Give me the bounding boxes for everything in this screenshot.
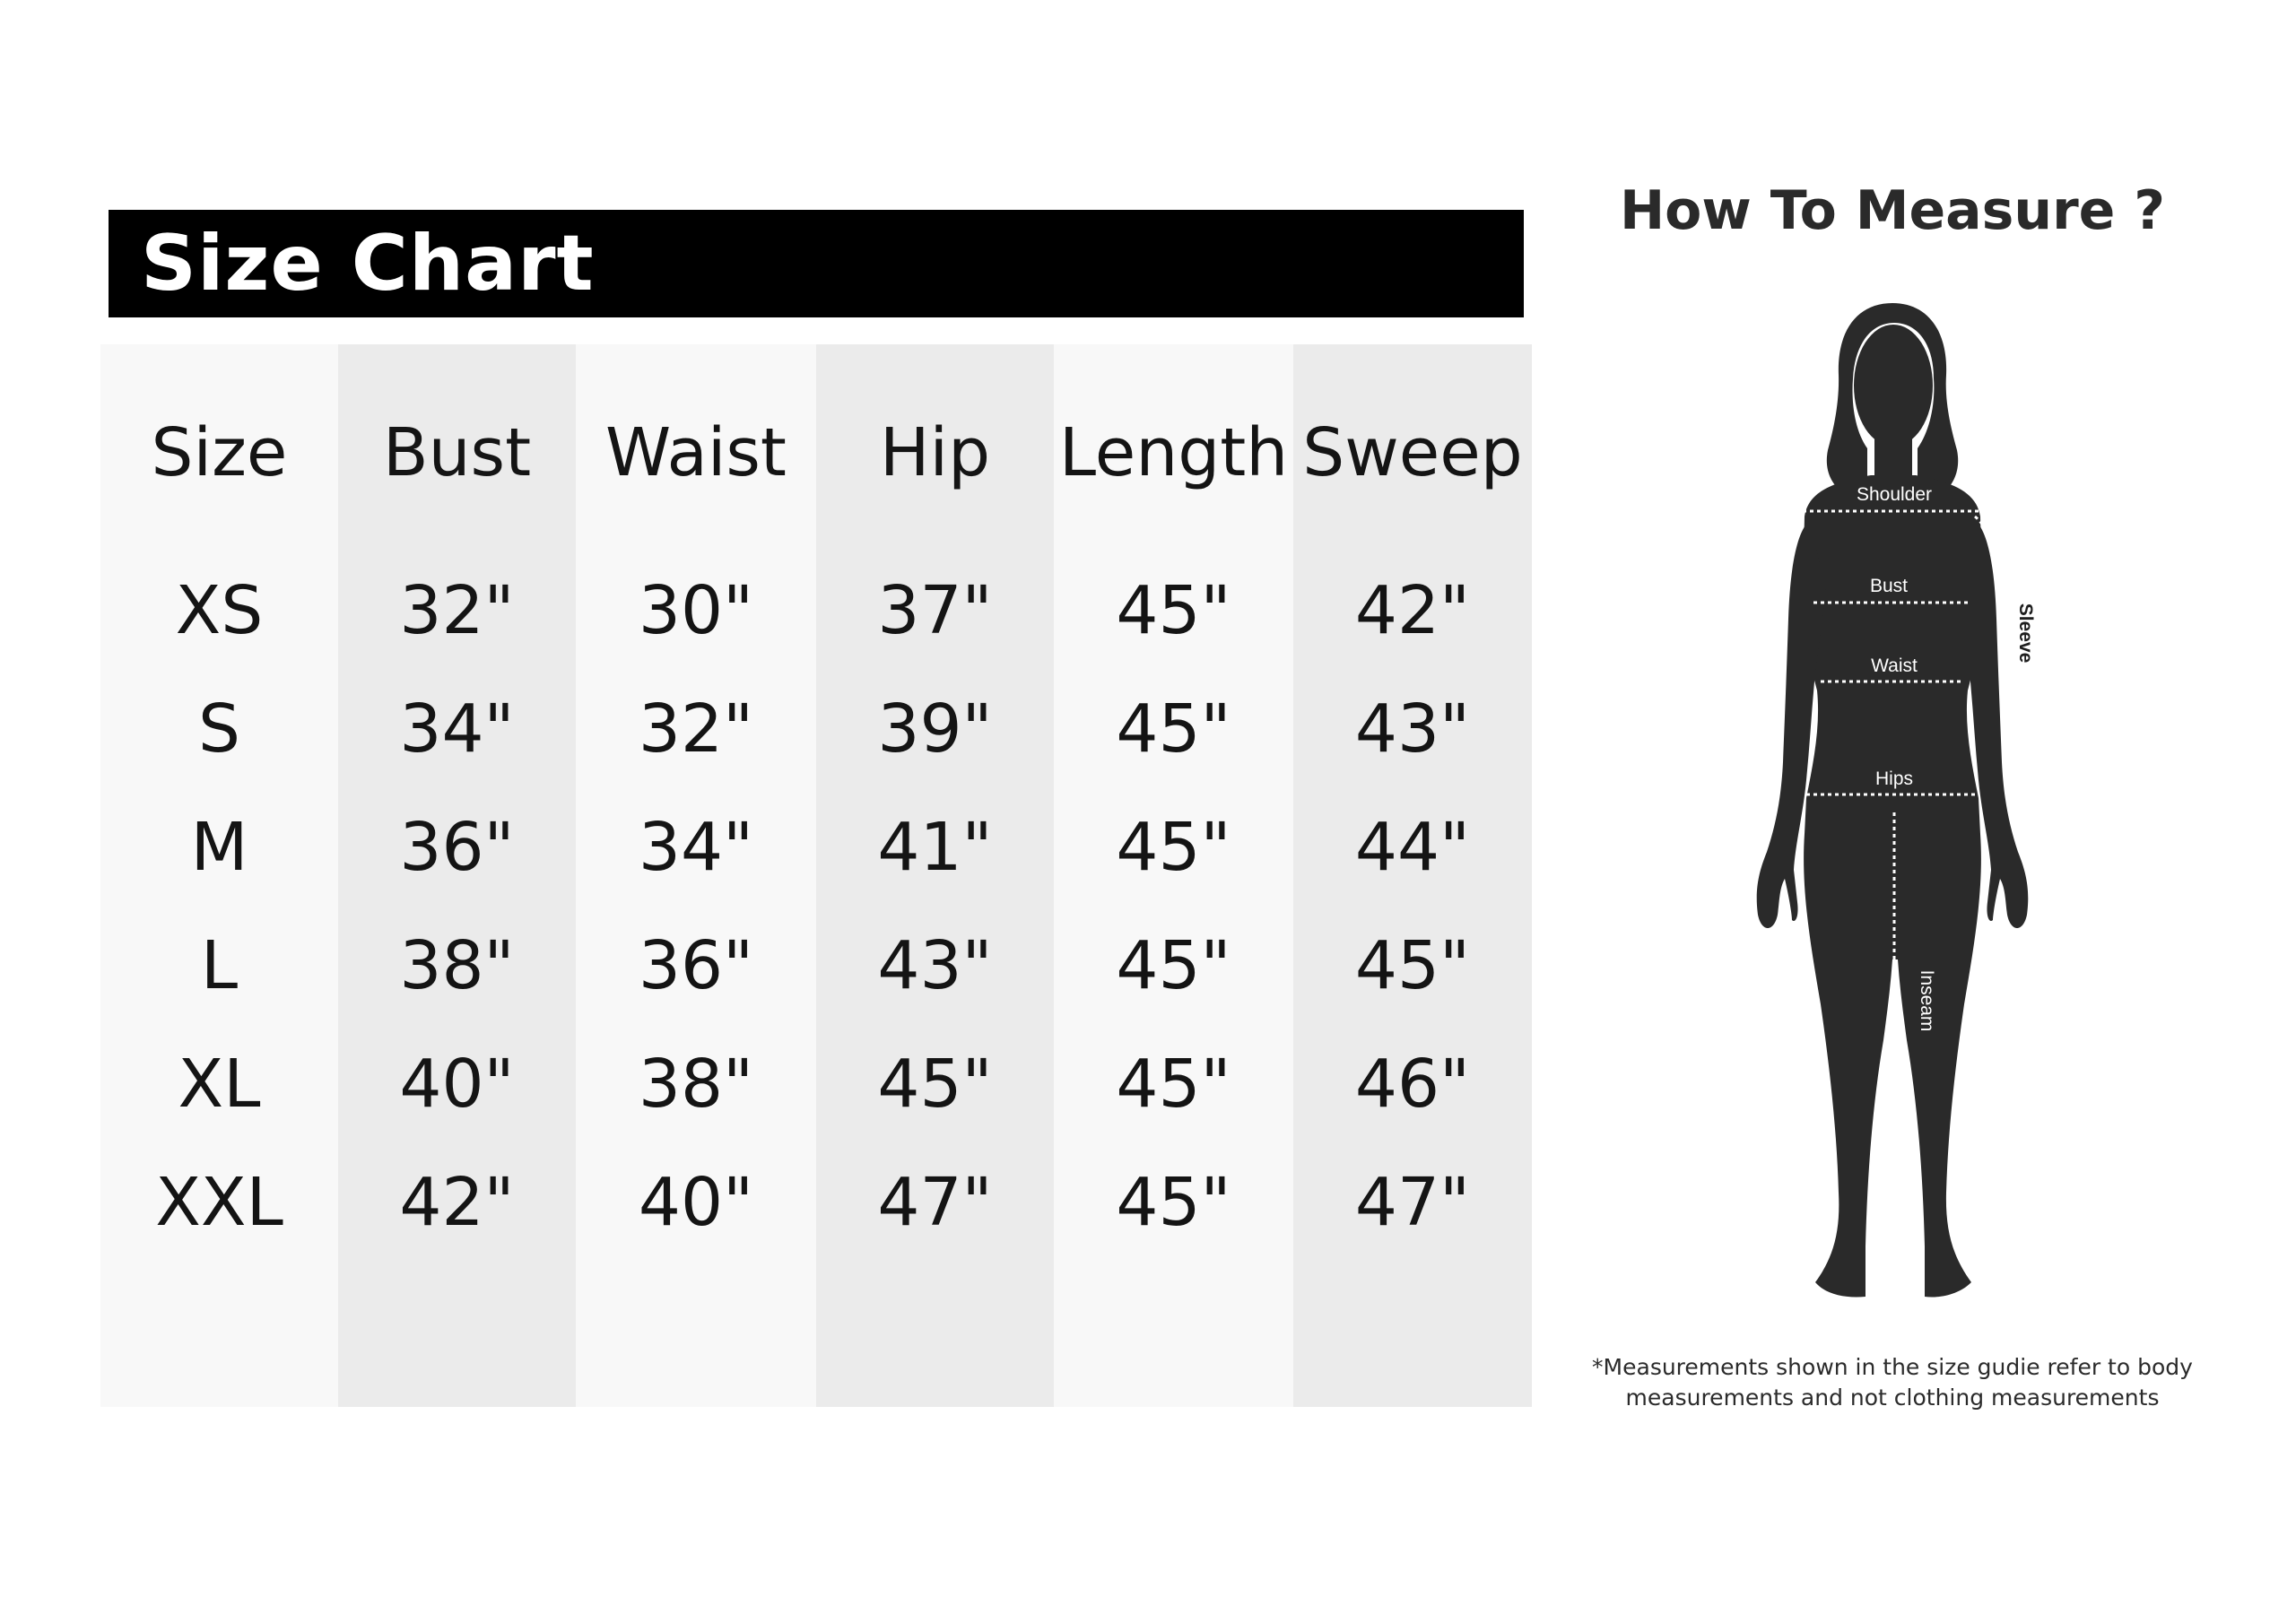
table-cell: XS (175, 572, 264, 649)
table-cell: 34" (399, 690, 515, 768)
table-cell: 45" (1116, 690, 1231, 768)
column-waist (576, 344, 816, 1407)
table-cell: XL (178, 1046, 261, 1123)
body-silhouette-figure (1740, 296, 2045, 1309)
table-cell: L (200, 927, 239, 1004)
hips-label: Hips (1874, 768, 1914, 789)
table-cell: 32" (638, 690, 754, 768)
disclaimer-line-2: measurements and not clothing measurements (1625, 1385, 2160, 1411)
table-cell: 45" (1116, 1046, 1231, 1123)
table-cell: 34" (638, 809, 754, 886)
how-to-measure-title: How To Measure ? (1619, 179, 2166, 242)
table-cell: 46" (1354, 1046, 1471, 1123)
size-table (100, 344, 1532, 1407)
table-cell: 36" (638, 927, 754, 1004)
table-cell: 45" (1116, 809, 1231, 886)
table-cell: 41" (877, 809, 993, 886)
table-cell: 37" (877, 572, 993, 649)
size-chart-title: Size Chart (141, 219, 595, 308)
table-cell: 32" (399, 572, 515, 649)
table-cell: 45" (1116, 927, 1231, 1004)
table-cell: 45" (1116, 572, 1231, 649)
table-cell: 47" (877, 1164, 993, 1241)
column-sweep (1293, 344, 1532, 1407)
table-cell: 38" (638, 1046, 754, 1123)
table-cell: 38" (399, 927, 515, 1004)
column-bust (338, 344, 576, 1407)
sleeve-label: Sleeve (2015, 603, 2036, 664)
table-cell: 45" (877, 1046, 993, 1123)
table-cell: XXL (155, 1164, 283, 1241)
inseam-label: Inseam (1917, 969, 1937, 1032)
column-hip (816, 344, 1054, 1407)
table-cell: 47" (1354, 1164, 1471, 1241)
column-header: Sweep (1302, 414, 1523, 491)
table-cell: M (190, 809, 248, 886)
table-cell: 42" (1354, 572, 1471, 649)
measurement-disclaimer (1561, 1352, 2224, 1413)
column-header: Length (1058, 414, 1289, 491)
silhouette-body (1757, 303, 2029, 1297)
column-header: Hip (879, 414, 991, 491)
table-cell: 30" (638, 572, 754, 649)
column-header: Size (151, 414, 288, 491)
shoulder-label: Shoulder (1856, 484, 1933, 505)
waist-label: Waist (1871, 655, 1918, 676)
table-cell: 45" (1116, 1164, 1231, 1241)
column-header: Bust (382, 414, 532, 491)
column-header: Waist (605, 414, 787, 491)
table-cell: 40" (638, 1164, 754, 1241)
table-cell: S (198, 690, 240, 768)
column-size (100, 344, 338, 1407)
table-cell: 39" (877, 690, 993, 768)
disclaimer-line-1: *Measurements shown in the size gudie refer to body (1592, 1354, 2193, 1380)
column-length (1054, 344, 1293, 1407)
table-cell: 42" (399, 1164, 515, 1241)
table-cell: 36" (399, 809, 515, 886)
table-cell: 44" (1354, 809, 1471, 886)
table-cell: 43" (877, 927, 993, 1004)
table-cell: 43" (1354, 690, 1471, 768)
table-cell: 45" (1354, 927, 1471, 1004)
table-cell: 40" (399, 1046, 515, 1123)
size-chart-banner (109, 210, 1524, 317)
bust-label: Bust (1869, 576, 1909, 596)
